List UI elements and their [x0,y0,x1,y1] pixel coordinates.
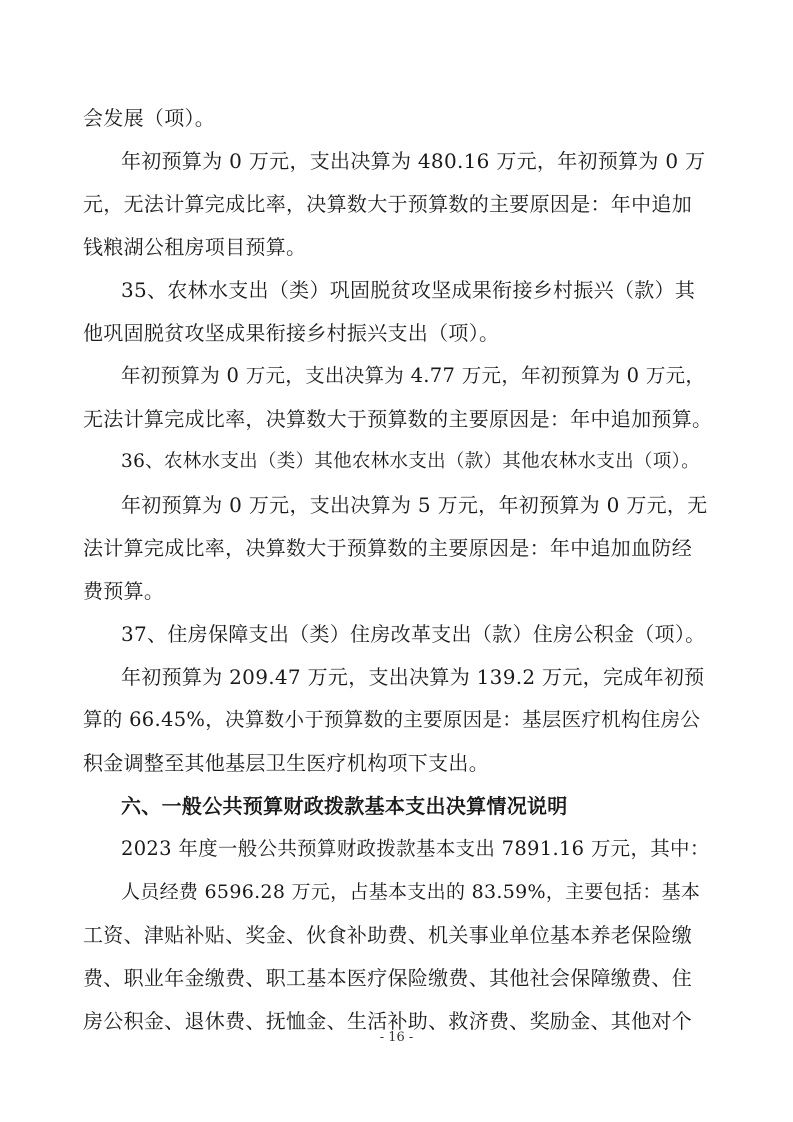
paragraph-line: 法计算完成比率，决算数大于预算数的主要原因是：年中追加血防经 [83,536,692,560]
page-number: - 16 - [379,1030,414,1045]
section-item-title: 36、农林水支出（类）其他农林水支出（款）其他农林水支出（项）。 [121,451,700,472]
paragraph-line: 算的 66.45%，决算数小于预算数的主要原因是：基层医疗机构住房公 [83,708,701,731]
paragraph-line: 他巩固脱贫攻坚成果衔接乡村振兴支出（项）。 [83,321,500,345]
paragraph-line: 年初预算为 0 万元，支出决算为 480.16 万元，年初预算为 0 万 [121,149,706,173]
paragraph-line: 费、职业年金缴费、职工基本医疗保险缴费、其他社会保障缴费、住 [83,966,692,990]
section-heading: 六、一般公共预算财政拨款基本支出决算情况说明 [121,794,568,818]
paragraph-line: 年初预算为 209.47 万元，支出决算为 139.2 万元，完成年初预 [121,665,705,689]
paragraph-line: 年初预算为 0 万元，支出决算为 4.77 万元，年初预算为 0 万元， [121,364,706,387]
paragraph-line: 费预算。 [83,579,165,603]
paragraph-line: 年初预算为 0 万元，支出决算为 5 万元，年初预算为 0 万元，无 [121,493,708,517]
paragraph-line: 会发展（项）。 [83,106,216,130]
paragraph-line: 工资、津贴补贴、奖金、伙食补助费、机关事业单位基本养老保险缴 [83,923,692,947]
paragraph-line: 无法计算完成比率，决算数大于预算数的主要原因是：年中追加预算。 [83,407,713,431]
section-item-title: 35、农林水支出（类）巩固脱贫攻坚成果衔接乡村振兴（款）其 [121,278,696,302]
paragraph-line: 2023 年度一般公共预算财政拨款基本支出 7891.16 万元，其中： [121,837,710,860]
paragraph-line: 积金调整至其他基层卫生医疗机构项下支出。 [83,751,489,775]
section-item-title: 37、住房保障支出（类）住房改革支出（款）住房公积金（项）。 [121,622,706,646]
paragraph-line: 钱粮湖公租房项目预算。 [83,235,307,259]
paragraph-line: 元，无法计算完成比率，决算数大于预算数的主要原因是：年中追加 [83,192,692,216]
paragraph-line: 房公积金、退休费、抚恤金、生活补助、救济费、奖励金、其他对个 [83,1009,692,1033]
paragraph-line: 人员经费 6596.28 万元，占基本支出的 83.59%，主要包括：基本 [121,881,701,903]
